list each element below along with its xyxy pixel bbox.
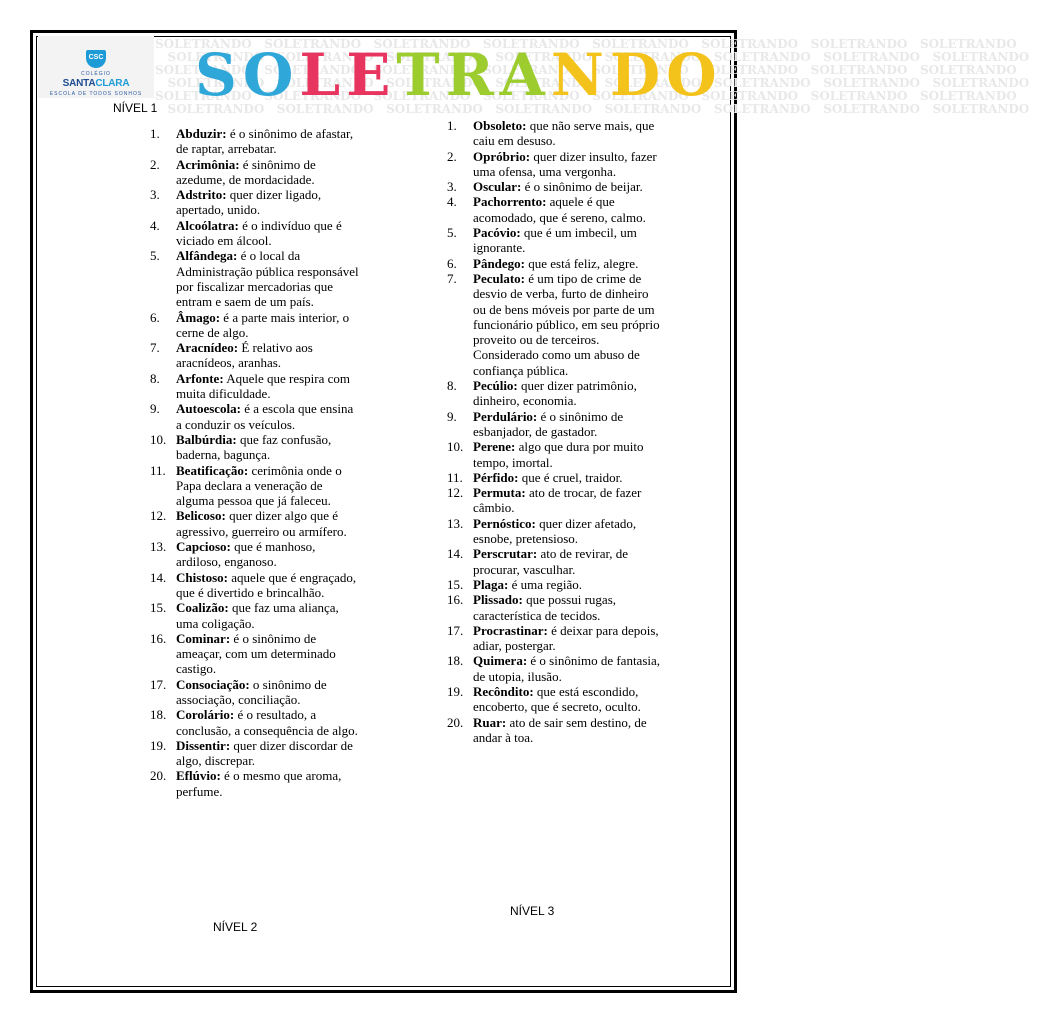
item-term: Adstrito: [176, 187, 227, 203]
item-definition: ato de sair sem destino, de andar à toa. [473, 714, 647, 745]
item-term: Arfonte: [176, 370, 224, 386]
item-number: 13. [150, 539, 167, 555]
item-definition: é o sinônimo de beijar. [521, 179, 643, 195]
item-number: 8. [447, 378, 457, 394]
list-item [447, 271, 663, 378]
list-item [447, 577, 663, 592]
item-term: Oscular: [473, 179, 522, 195]
list-item [150, 768, 362, 799]
list-item [150, 432, 362, 463]
item-definition: aquele é que acomodado, que é sereno, calmo. [473, 194, 646, 225]
banner-title [195, 40, 723, 110]
item-definition: quer dizer insulto, fazer uma ofensa, uma vergonha. [473, 148, 657, 179]
item-term: Corolário: [176, 707, 235, 723]
list-item [150, 401, 362, 432]
item-term: Capcioso: [176, 539, 231, 555]
item-definition: que é manhoso, ardiloso, enganoso. [176, 539, 316, 570]
list-item [447, 256, 663, 271]
item-definition: é o sinônimo de fantasia, de utopia, ilusão. [473, 653, 661, 684]
item-term: Beatificação: [176, 462, 249, 478]
item-term: Pérfido: [473, 469, 519, 485]
item-number: 7. [447, 270, 457, 286]
list-item [447, 179, 663, 194]
item-number: 6. [150, 309, 160, 325]
item-term: Plissado: [473, 592, 523, 608]
item-term: Dissentir: [176, 737, 231, 753]
item-term: Perdulário: [473, 408, 538, 424]
list-item [150, 677, 362, 708]
item-term: Chistoso: [176, 569, 229, 585]
item-term: Eflúvio: [176, 768, 221, 784]
item-definition: é sinônimo de azedume, de mordacidade. [176, 156, 316, 187]
item-definition: quer dizer patrimônio, dinheiro, economia. [473, 378, 637, 409]
item-definition: é uma região. [508, 576, 583, 592]
item-definition: o sinônimo de associação, conciliação. [176, 676, 327, 707]
item-number: 11. [447, 469, 463, 485]
list-item [447, 378, 663, 409]
item-term: Pacóvio: [473, 225, 521, 241]
item-term: Abduzir: [176, 126, 227, 141]
item-term: Balbúrdia: [176, 431, 237, 447]
item-term: Pachorrento: [473, 194, 547, 210]
logo-tagline: ESCOLA DE TODOS SONHOS [49, 91, 143, 97]
item-number: 16. [150, 630, 167, 646]
item-number: 5. [447, 225, 457, 241]
item-term: Quimera: [473, 653, 528, 669]
item-term: Pernóstico: [473, 515, 536, 531]
item-number: 19. [150, 737, 167, 753]
item-number: 11. [150, 462, 166, 478]
item-term: Alfândega: [176, 248, 238, 264]
soletrando-banner [155, 37, 1030, 116]
item-term: Âmago: [176, 309, 221, 325]
list-item [150, 187, 362, 218]
item-definition: é o local da Administração pública responsável por fiscalizar mercadorias que entram e saem de um país. [176, 248, 359, 310]
item-definition: é a escola que ensina a conduzir os veículos. [176, 401, 354, 432]
item-term: Consociação: [176, 676, 250, 692]
item-number: 17. [447, 622, 464, 638]
list-item [150, 631, 362, 677]
list-item [447, 409, 663, 440]
item-number: 20. [150, 768, 167, 784]
title-letter: L [299, 41, 347, 109]
item-number: 15. [150, 600, 167, 616]
item-term: Obsoleto: [473, 118, 527, 133]
list-item [150, 570, 362, 601]
list-item [150, 340, 362, 371]
item-number: 12. [447, 485, 464, 501]
list-item [447, 470, 663, 485]
item-term: Acrimônia: [176, 156, 240, 172]
item-definition: é deixar para depois, adiar, postergar. [473, 622, 659, 654]
list-item [150, 707, 362, 738]
list-item [150, 126, 362, 157]
word-list-left [150, 126, 362, 799]
item-number: 18. [447, 653, 464, 669]
list-item [150, 157, 362, 188]
item-number: 9. [447, 408, 457, 424]
list-item [447, 653, 663, 684]
item-term: Aracnídeo: [176, 340, 239, 356]
item-definition: aquele que é engraçado, que é divertido e brincalhão. [176, 569, 357, 600]
item-number: 3. [150, 187, 160, 203]
list-item [150, 371, 362, 402]
item-definition: quer dizer afetado, esnobe, pretensioso. [473, 515, 637, 547]
level-1-label: NÍVEL 1 [113, 101, 158, 115]
item-term: Ruar: [473, 714, 507, 730]
item-definition: que está escondido, encoberto, que é secreto, oculto. [473, 683, 641, 715]
item-number: 2. [150, 156, 160, 172]
item-term: Alcoólatra: [176, 217, 239, 233]
item-number: 18. [150, 707, 167, 723]
school-logo [38, 36, 154, 98]
item-number: 6. [447, 255, 457, 271]
logo-small-text: COLÉGIO [81, 71, 111, 77]
item-number: 14. [447, 546, 464, 562]
item-definition: cerimônia onde o Papa declara a veneração de alguma pessoa que já faleceu. [176, 462, 342, 509]
item-definition: quer dizer discordar de algo, discrepar. [176, 737, 353, 769]
item-definition: algo que dura por muito tempo, imortal. [473, 439, 644, 470]
list-item [150, 310, 362, 341]
list-item [447, 485, 663, 516]
item-number: 13. [447, 515, 464, 531]
item-definition: é a parte mais interior, o cerne de algo. [176, 309, 350, 340]
item-term: Cominar: [176, 630, 231, 646]
item-term: Recôndito: [473, 683, 534, 699]
level-2-label: NÍVEL 2 [213, 920, 258, 934]
item-definition: que não serve mais, que caiu em desuso. [473, 118, 655, 149]
item-definition: quer dizer ligado, apertado, unido. [176, 187, 322, 218]
logo-name: SANTACLARA [62, 78, 130, 89]
title-letter: D [609, 41, 667, 109]
item-number: 1. [447, 118, 457, 133]
item-definition: ato de revirar, de procurar, vasculhar. [473, 546, 629, 577]
item-number: 5. [150, 248, 160, 264]
title-letter: O [242, 41, 300, 109]
list-item [150, 218, 362, 249]
item-number: 16. [447, 592, 464, 608]
list-item [150, 738, 362, 769]
item-definition: que faz uma aliança, uma coligação. [176, 600, 339, 631]
list-item [447, 592, 663, 623]
item-number: 1. [150, 126, 160, 141]
word-list-right [447, 118, 663, 745]
logo-badge: CSC [86, 50, 106, 68]
title-letter: S [195, 41, 243, 109]
item-number: 4. [447, 194, 457, 210]
item-definition: é o resultado, a conclusão, a consequência de algo. [176, 707, 358, 738]
item-number: 10. [150, 431, 167, 447]
item-term: Perscrutar: [473, 546, 538, 562]
item-definition: é o sinônimo de afastar, de raptar, arrebatar. [176, 126, 354, 157]
list-item [447, 149, 663, 180]
item-number: 8. [150, 370, 160, 386]
item-term: Plaga: [473, 576, 509, 592]
item-term: Pândego: [473, 255, 525, 271]
item-definition: é o indivíduo que é viciado em álcool. [176, 217, 342, 249]
list-item [447, 715, 663, 746]
level-3-label: NÍVEL 3 [510, 904, 555, 918]
list-item [447, 623, 663, 654]
title-letter: O [666, 41, 723, 109]
list-item [447, 118, 663, 149]
list-item [150, 539, 362, 570]
item-definition: que faz confusão, baderna, bagunça. [176, 431, 332, 463]
item-term: Belicoso: [176, 508, 226, 524]
list-item [150, 600, 362, 631]
list-item [447, 194, 663, 225]
item-number: 20. [447, 714, 464, 730]
item-definition: É relativo aos aracnídeos, aranhas. [176, 340, 313, 371]
item-definition: Aquele que respira com muita dificuldade. [176, 370, 350, 402]
item-number: 3. [447, 179, 457, 195]
item-term: Opróbrio: [473, 148, 531, 164]
item-number: 14. [150, 569, 167, 585]
list-item [447, 516, 663, 547]
list-item [150, 248, 362, 309]
item-definition: que é um imbecil, um ignorante. [473, 225, 637, 256]
item-definition: é um tipo de crime de desvio de verba, furto de dinheiro ou de bens móveis por parte de um funcionário público, em seu próprio proveito ou de terceiros. Considerado como um abuso de confiança pública. [473, 270, 660, 378]
item-number: 19. [447, 683, 464, 699]
item-definition: que possui rugas, característica de tecidos. [473, 592, 617, 623]
item-term: Coalizão: [176, 600, 229, 616]
title-letter: A [499, 41, 551, 109]
item-number: 15. [447, 576, 464, 592]
item-number: 10. [447, 439, 464, 455]
item-definition: que está feliz, alegre. [525, 255, 639, 271]
banner-background-pattern: SOLETRANDO SOLETRANDO SOLETRANDO SOLETRANDO SOLETRANDO SOLETRANDO SOLETRANDO SOLETRANDO SOLETRANDO SOLETRANDO SOLETRANDO SOLETRANDO SOLETRANDO SOLETRANDO SOLETRANDO SOLETRANDO SOLETRANDO SOLETRANDO SOLETRANDO SOLETRANDO SOLETRANDO SOLETRANDO SOLETRANDO SOLETRANDO SOLETRANDO SOLETRANDO SOLETRANDO SOLETRANDO SOLETRANDO SOLETRANDO SOLETRANDO SOLETRANDO SOLETRANDO SOLETRANDO SOLETRANDO SOLETRANDO SOLETRANDO SOLETRANDO SOLETRANDO SOLETRANDO SOLETRANDO SOLETRANDO SOLETRANDO SOLETRANDO SOLETRANDO SOLETRANDO SOLETRANDO SOLETRANDO [155, 37, 1030, 116]
item-term: Autoescola: [176, 401, 241, 417]
item-definition: é o sinônimo de ameaçar, com um determinado castigo. [176, 630, 336, 677]
list-item [150, 508, 362, 539]
list-item [150, 463, 362, 509]
item-number: 7. [150, 340, 160, 356]
item-number: 2. [447, 148, 457, 164]
item-definition: que é cruel, traidor. [518, 469, 623, 485]
item-number: 17. [150, 676, 167, 692]
list-item [447, 439, 663, 470]
item-number: 9. [150, 401, 160, 417]
item-term: Permuta: [473, 485, 526, 501]
list-item [447, 684, 663, 715]
item-definition: ato de trocar, de fazer câmbio. [473, 485, 642, 516]
item-term: Pecúlio: [473, 378, 518, 394]
item-term: Peculato: [473, 270, 525, 286]
item-definition: é o mesmo que aroma, perfume. [176, 768, 342, 799]
item-term: Procrastinar: [473, 622, 548, 638]
item-term: Perene: [473, 439, 516, 455]
title-letter: E [346, 41, 397, 109]
title-letter: N [550, 41, 610, 109]
item-number: 4. [150, 217, 160, 233]
list-item [447, 546, 663, 577]
item-number: 12. [150, 508, 167, 524]
item-definition: quer dizer algo que é agressivo, guerreiro ou armífero. [176, 508, 347, 539]
list-item [447, 225, 663, 256]
title-letter: R [445, 41, 500, 109]
item-definition: é o sinônimo de esbanjador, de gastador. [473, 408, 624, 439]
title-letter: T [396, 41, 446, 109]
